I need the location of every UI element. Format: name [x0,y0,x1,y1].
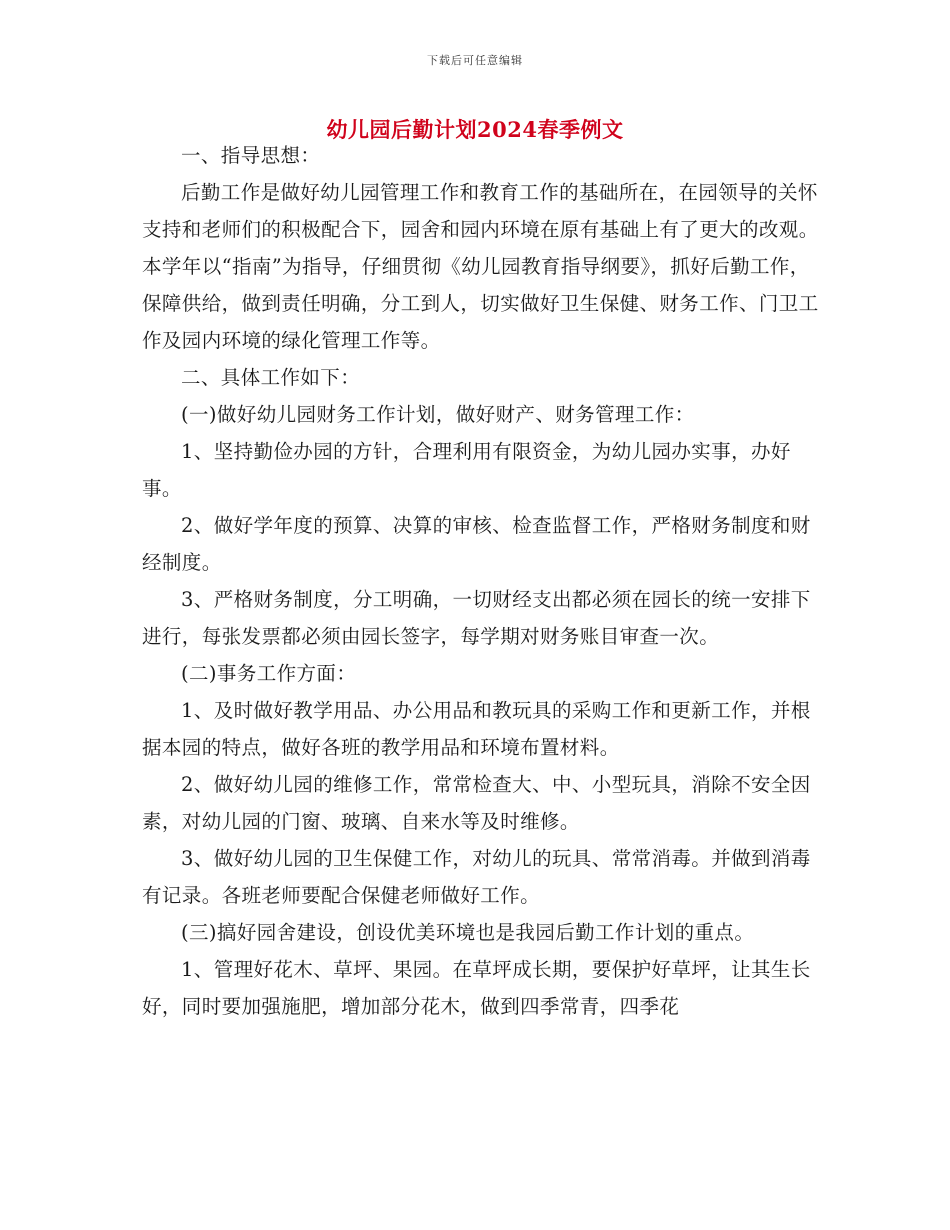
paragraph: 1、管理好花木、草坪、果园。在草坪成长期，要保护好草坪，让其生长好，同时要加强施肥，增加部分花木，做到四季常青，四季花 [142,958,811,1018]
paragraph: 后勤工作是做好幼儿园管理工作和教育工作的基础所在，在园领导的关怀支持和老师们的积极配合下，园舍和园内环境在原有基础上有了更大的改观。本学年以“指南”为指导，仔细贯彻《幼儿园教育指导纲要》，抓好后勤工作，保障供给，做到责任明确，分工到人，切实做好卫生保健、财务工作、门卫工作及园内环境的绿化管理工作等。 [142,181,819,352]
paragraph: 1、及时做好教学用品、办公用品和教玩具的采购工作和更新工作，并根据本园的特点，做好各班的教学用品和环境布置材料。 [142,699,811,759]
paragraph: 3、严格财务制度，分工明确，一切财经支出都必须在园长的统一安排下进行，每张发票都必须由园长签字，每学期对财务账目审查一次。 [142,588,811,648]
paragraph: (二)事务工作方面： [181,662,357,685]
page-header: 下载后可任意编辑 [427,54,523,67]
document-title: 幼儿园后勤计划2024春季例文 [326,117,624,142]
paragraph: 二、具体工作如下： [181,366,361,389]
paragraph: 1、坚持勤俭办园的方针，合理利用有限资金，为幼儿园办实事，办好事。 [142,440,791,500]
paragraph: (三)搞好园舍建设，创设优美环境也是我园后勤工作计划的重点。 [181,921,755,944]
paragraph: 3、做好幼儿园的卫生保健工作，对幼儿的玩具、常常消毒。并做到消毒有记录。各班老师要配合保健老师做好工作。 [142,847,811,907]
paragraph: (一)做好幼儿园财务工作计划，做好财产、财务管理工作： [181,403,695,426]
paragraph: 2、做好幼儿园的维修工作，常常检查大、中、小型玩具，消除不安全因素，对幼儿园的门窗、玻璃、自来水等及时维修。 [142,773,811,833]
document-body [142,137,822,1025]
paragraph: 2、做好学年度的预算、决算的审核、检查监督工作，严格财务制度和财经制度。 [142,514,811,574]
paragraph: 一、指导思想： [181,144,321,167]
